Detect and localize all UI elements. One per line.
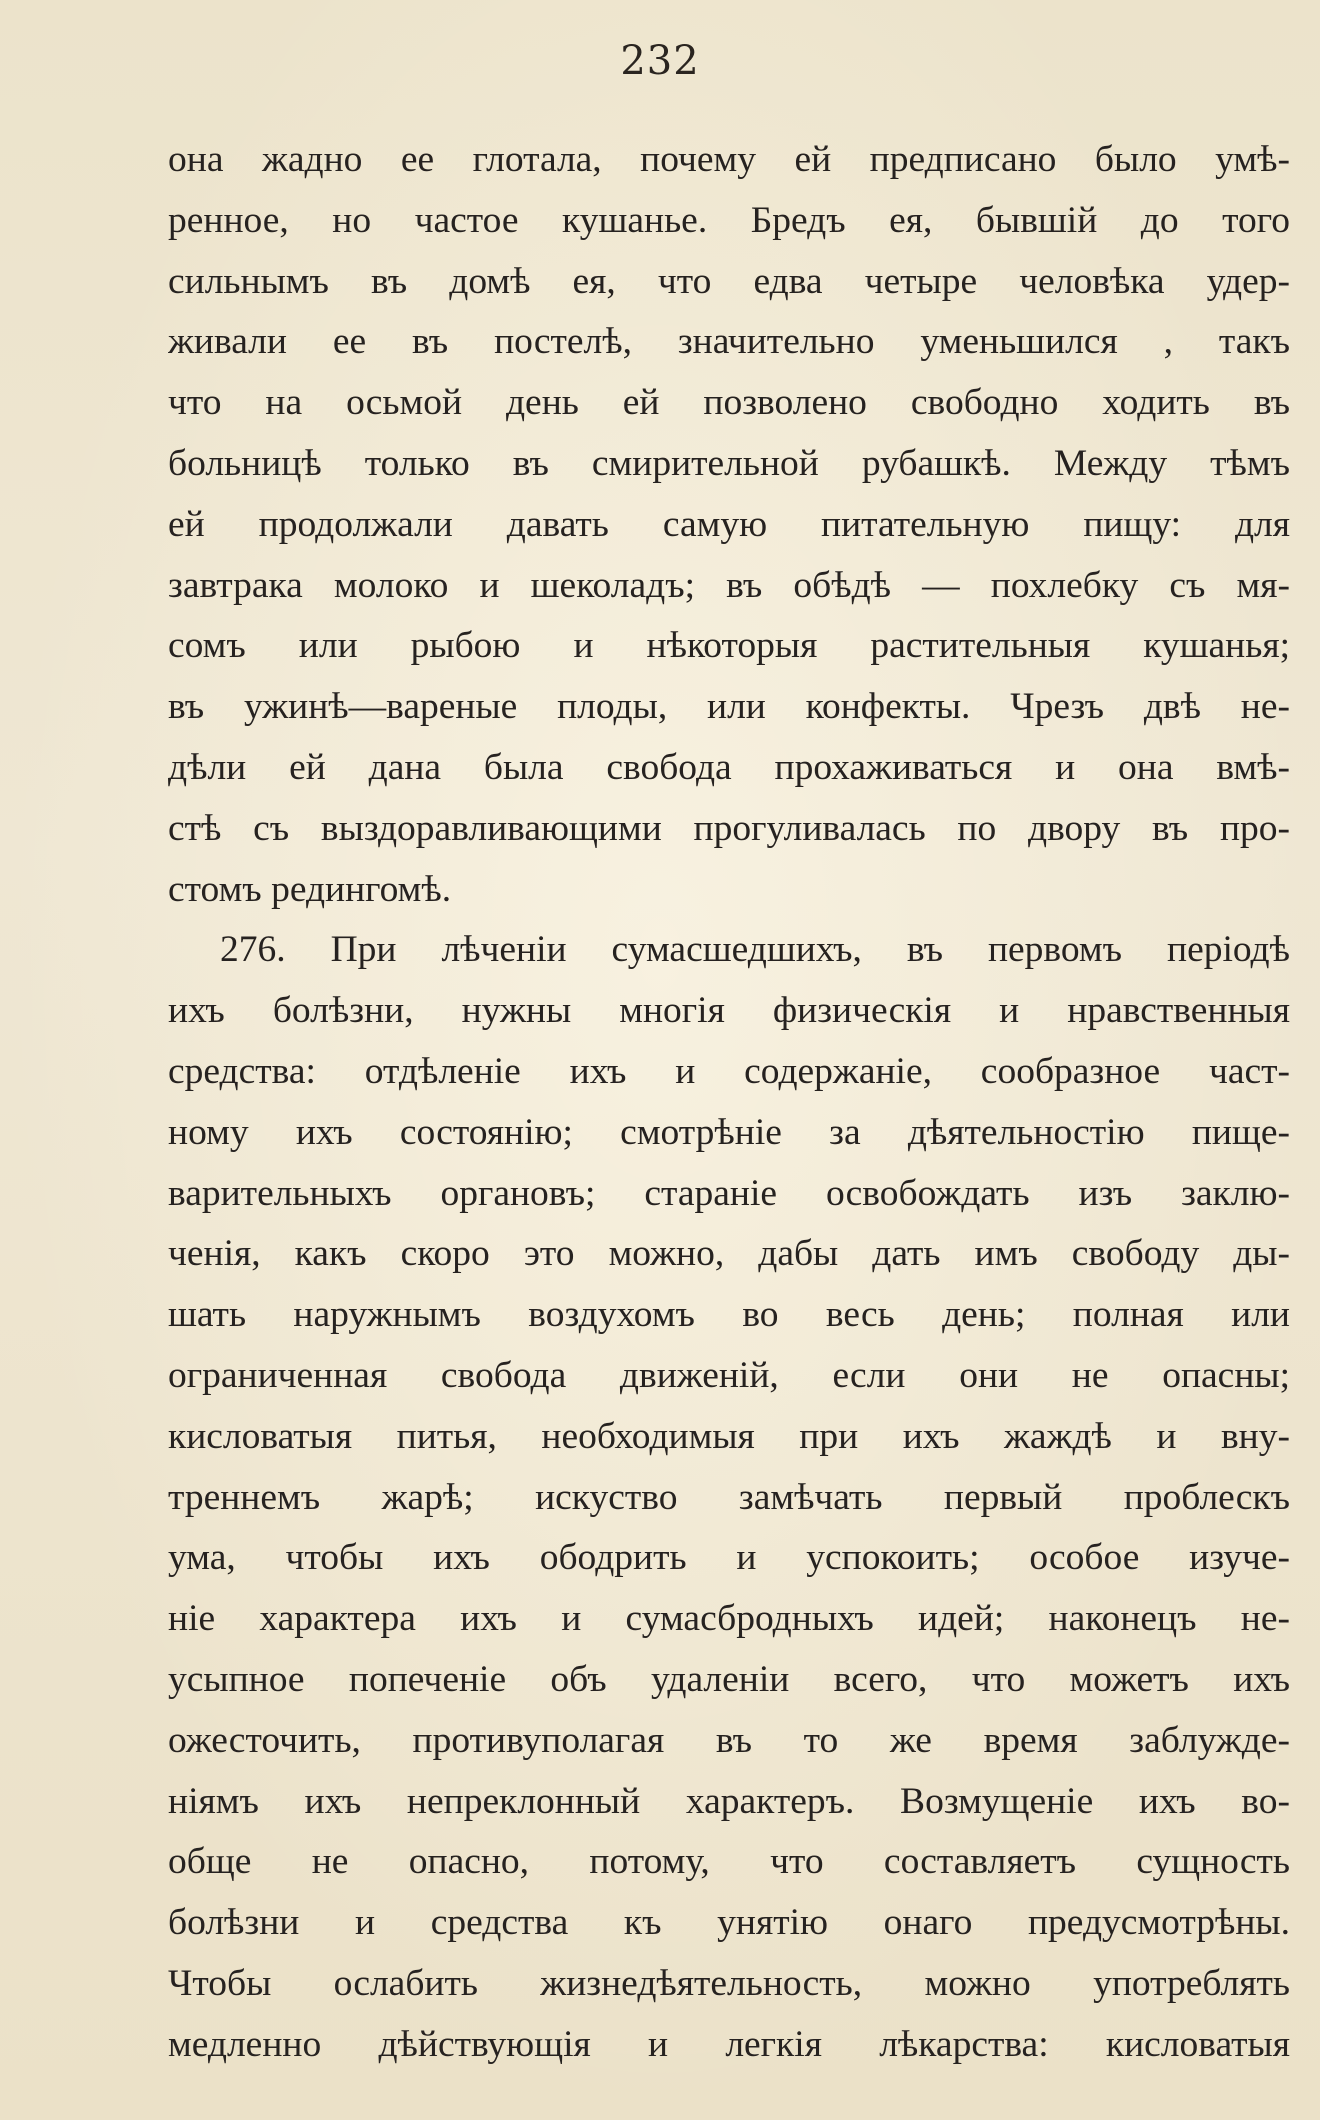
text-line: сильнымъ въ домѣ ея, что едва четыре человѣка удер-: [168, 260, 1290, 302]
text-line: ренное, но частое кушанье. Бредъ ея, бывшій до того: [168, 199, 1290, 241]
text-line: кисловатыя питья, необходимыя при ихъ жаждѣ и вну-: [168, 1415, 1290, 1457]
text-line: сомъ или рыбою и нѣкоторыя растительныя кушанья;: [168, 625, 1290, 667]
text-line: варительныхъ органовъ; стараніе освобождать изъ заклю-: [168, 1172, 1290, 1214]
text-line: дѣли ей дана была свобода прохаживаться и она вмѣ-: [168, 746, 1290, 788]
body-text: [168, 130, 1290, 2076]
text-line: ихъ болѣзни, нужны многія физическія и нравственныя: [168, 990, 1290, 1032]
text-line: живали ее въ постелѣ, значительно уменьшился , такъ: [168, 321, 1290, 363]
text-line: медленно дѣйствующія и легкія лѣкарства: кисловатыя: [168, 2023, 1290, 2065]
text-line: Чтобы ослабить жизнедѣятельность, можно употреблять: [168, 1962, 1290, 2004]
text-line: ограниченная свобода движеній, если они не опасны;: [168, 1354, 1290, 1396]
page-number: 232: [620, 38, 700, 84]
text-line: ей продолжали давать самую питательную пищу: для: [168, 503, 1290, 545]
text-line: обще не опасно, потому, что составляетъ сущность: [168, 1841, 1290, 1883]
paragraph-last-line: стомъ редингомѣ.: [168, 868, 452, 910]
text-line: ніе характера ихъ и сумасбродныхъ идей; наконецъ не-: [168, 1598, 1290, 1640]
text-line: стѣ съ выздоравливающими прогуливалась по двору въ про-: [168, 807, 1290, 849]
text-line: болѣзни и средства къ унятію онаго предусмотрѣны.: [168, 1902, 1290, 1944]
text-line: ченія, какъ скоро это можно, дабы дать имъ свободу ды-: [168, 1233, 1290, 1275]
text-line: шать наружнымъ воздухомъ во весь день; полная или: [168, 1294, 1290, 1336]
text-line: ожесточить, противуполагая въ то же время заблужде-: [168, 1719, 1290, 1761]
text-line: ума, чтобы ихъ ободрить и успокоить; особое изуче-: [168, 1537, 1290, 1579]
text-line: усыпное попеченіе объ удаленіи всего, что можетъ ихъ: [168, 1658, 1290, 1700]
paragraph-first-line: 276. При лѣченіи сумасшедшихъ, въ первомъ періодѣ: [220, 929, 1290, 971]
text-line: ніямъ ихъ непреклонный характеръ. Возмущеніе ихъ во-: [168, 1780, 1290, 1822]
text-line: ному ихъ состоянію; смотрѣніе за дѣятельностію пище-: [168, 1111, 1290, 1153]
text-line: средства: отдѣленіе ихъ и содержаніе, сообразное част-: [168, 1050, 1290, 1092]
text-line: она жадно ее глотала, почему ей предписано было умѣ-: [168, 139, 1290, 180]
text-line: больницѣ только въ смирительной рубашкѣ. Между тѣмъ: [168, 442, 1290, 484]
text-line: треннемъ жарѣ; искуство замѣчать первый проблескъ: [168, 1476, 1290, 1518]
text-line: въ ужинѣ—вареные плоды, или конфекты. Чрезъ двѣ не-: [168, 686, 1290, 728]
text-line: завтрака молоко и шеколадъ; въ обѣдѣ — похлебку съ мя-: [168, 564, 1290, 606]
text-line: что на осьмой день ей позволено свободно ходить въ: [168, 382, 1290, 424]
